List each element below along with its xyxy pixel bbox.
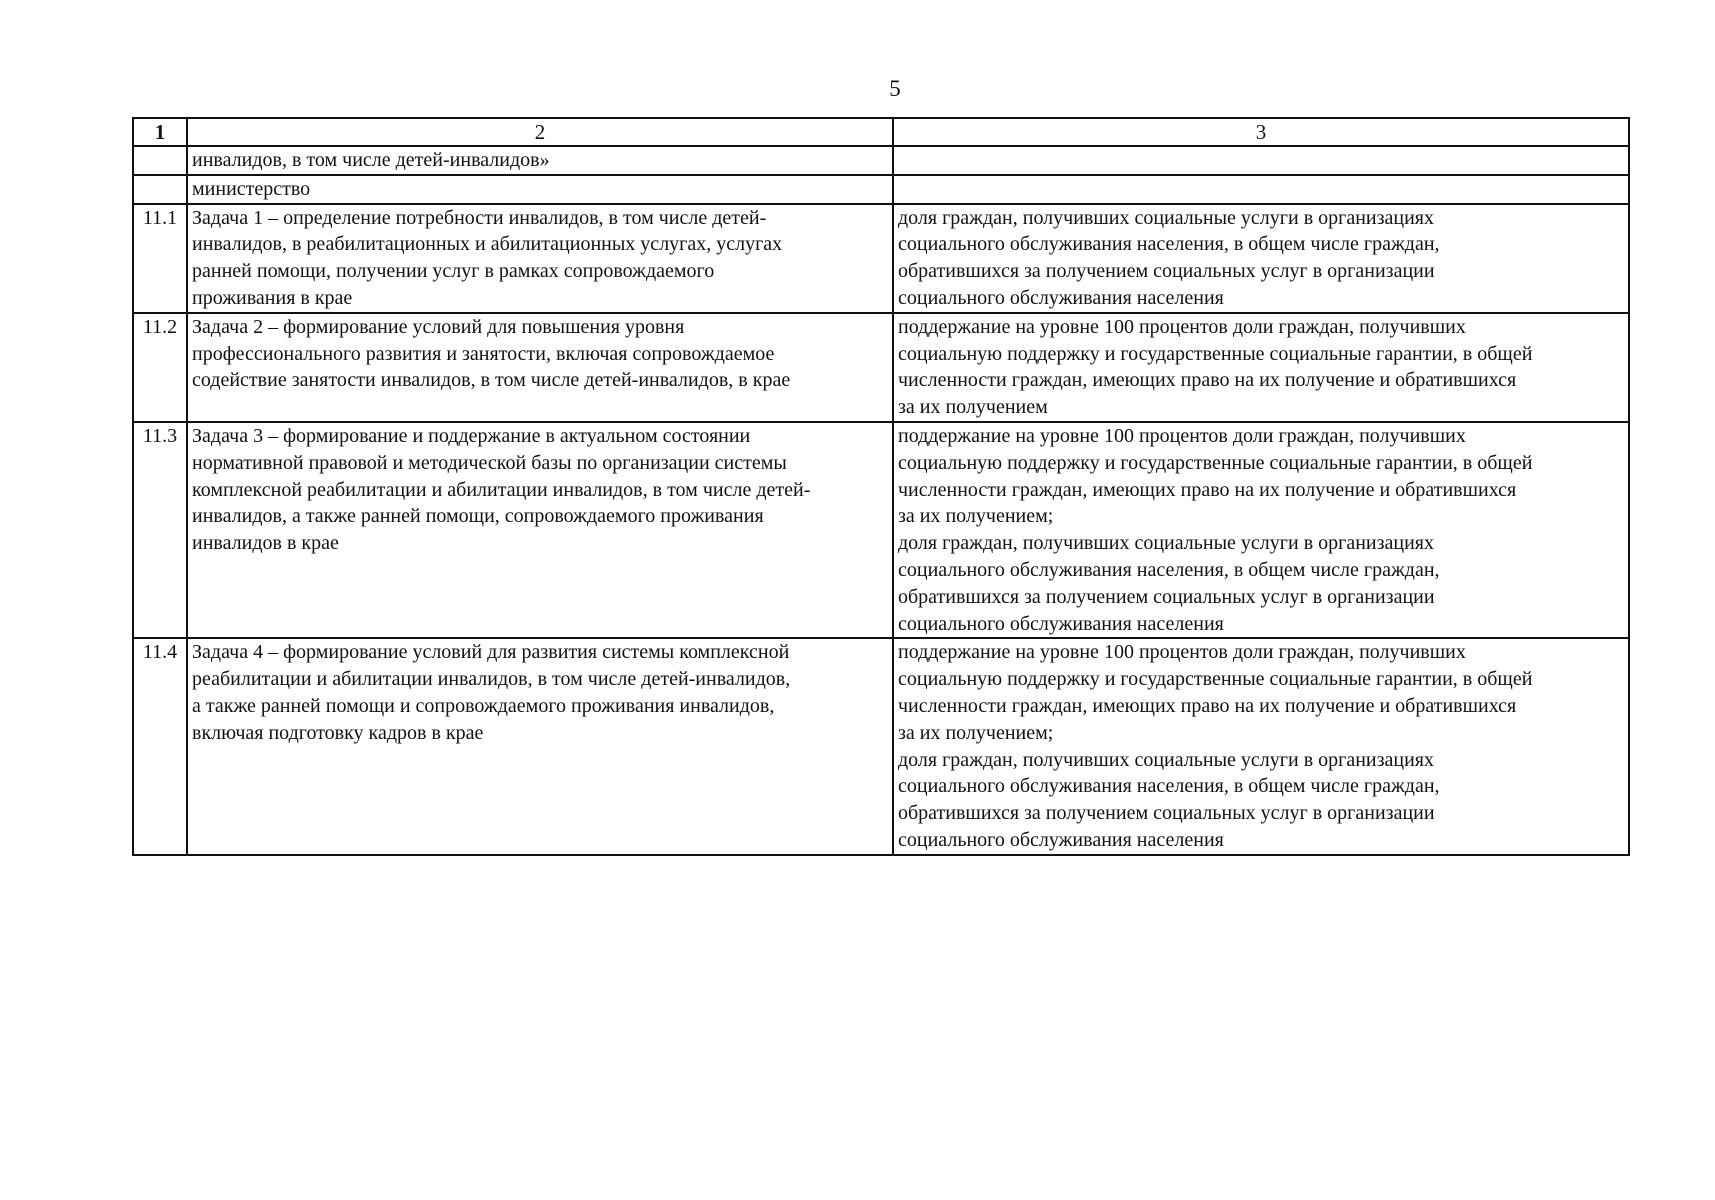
indicator-cell <box>893 175 1629 204</box>
table-header-row <box>133 118 1629 146</box>
row-number: 11.1 <box>133 204 187 313</box>
row-number <box>133 175 187 204</box>
indicator-cell: доля граждан, получивших социальные услуги в организациях социального обслуживания населения, в общем числе граждан, обратившихся за получением социальных услуг в организации социального обслуживания населения <box>893 204 1629 313</box>
row-number: 11.3 <box>133 422 187 638</box>
row-number: 11.4 <box>133 638 187 854</box>
row-number: 11.2 <box>133 313 187 422</box>
task-cell: министерство <box>187 175 893 204</box>
task-cell: Задача 2 – формирование условий для повышения уровня профессионального развития и занятости, включая сопровождаемое содействие занятости инвалидов, в том числе детей-инвалидов, в крае <box>187 313 893 422</box>
column-header-3: 3 <box>893 118 1629 146</box>
row-number <box>133 146 187 175</box>
indicator-cell: поддержание на уровне 100 процентов доли граждан, получивших социальную поддержку и государственные социальные гарантии, в общей численности граждан, имеющих право на их получение и обратившихся за их получением; доля граждан, получивших социальные услуги в организациях социального обслуживания населения, в общем числе граждан, обратившихся за получением социальных услуг в организации социального обслуживания населения <box>893 422 1629 638</box>
table-row <box>133 146 1629 175</box>
page-number: 5 <box>889 76 901 101</box>
indicator-cell: поддержание на уровне 100 процентов доли граждан, получивших социальную поддержку и государственные социальные гарантии, в общей численности граждан, имеющих право на их получение и обратившихся за их получением <box>893 313 1629 422</box>
task-cell: Задача 1 – определение потребности инвалидов, в том числе детей- инвалидов, в реабилитационных и абилитационных услугах, услугах ранней помощи, получении услуг в рамках сопровождаемого проживания в крае <box>187 204 893 313</box>
table-row <box>133 175 1629 204</box>
table-row <box>133 638 1629 854</box>
indicator-cell: поддержание на уровне 100 процентов доли граждан, получивших социальную поддержку и государственные социальные гарантии, в общей численности граждан, имеющих право на их получение и обратившихся за их получением; доля граждан, получивших социальные услуги в организациях социального обслуживания населения, в общем числе граждан, обратившихся за получением социальных услуг в организации социального обслуживания населения <box>893 638 1629 854</box>
document-table <box>132 117 1630 856</box>
indicator-cell <box>893 146 1629 175</box>
column-header-1: 1 <box>133 118 187 146</box>
table-row <box>133 422 1629 638</box>
task-cell: Задача 3 – формирование и поддержание в актуальном состоянии нормативной правовой и методической базы по организации системы комплексной реабилитации и абилитации инвалидов, в том числе детей- инвалидов, а также ранней помощи, сопровождаемого проживания инвалидов в крае <box>187 422 893 638</box>
task-cell: инвалидов, в том числе детей-инвалидов» <box>187 146 893 175</box>
task-cell: Задача 4 – формирование условий для развития системы комплексной реабилитации и абилитации инвалидов, в том числе детей-инвалидов, а также ранней помощи и сопровождаемого проживания инвалидов, включая подготовку кадров в крае <box>187 638 893 854</box>
table-row <box>133 204 1629 313</box>
table-row <box>133 313 1629 422</box>
column-header-2: 2 <box>187 118 893 146</box>
